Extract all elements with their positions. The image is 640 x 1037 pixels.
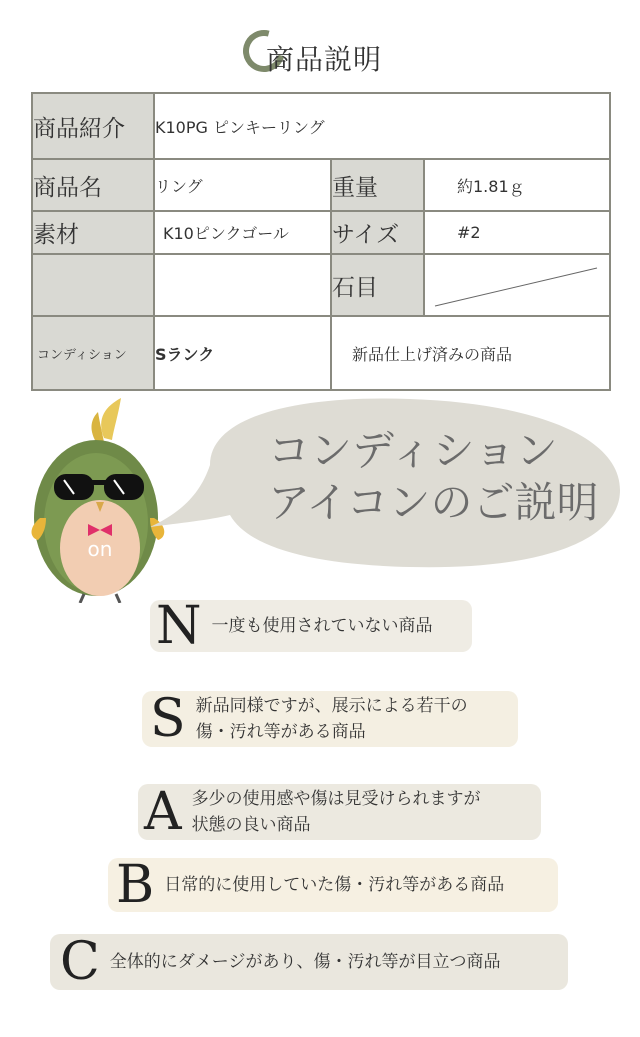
bubble-text (268, 425, 599, 529)
condition-item-s (142, 691, 518, 747)
bubble-line-1: コンディション (268, 426, 558, 475)
condition-item-n (150, 596, 472, 656)
condition-letter: B (116, 855, 155, 915)
condition-desc-line: 傷・汚れ等がある商品 (195, 722, 366, 742)
condition-item-a (138, 784, 541, 840)
table-row (32, 254, 610, 316)
page-title: 商品説明 (266, 43, 383, 76)
condition-note: 新品仕上げ済みの商品 (331, 316, 610, 390)
condition-desc-line: 多少の使用感や傷は見受けられますが (191, 789, 481, 809)
stone-label: 石目 (331, 254, 424, 316)
table-row (32, 93, 610, 159)
weight-value: 約1.81ｇ (424, 159, 610, 211)
empty-label (32, 254, 154, 316)
condition-desc-line: 一度も使用されていない商品 (211, 616, 433, 636)
material-label: 素材 (32, 211, 154, 254)
table-row (32, 159, 610, 211)
slash-line-icon (425, 256, 611, 314)
name-value: リング (154, 159, 331, 211)
condition-letter: A (144, 782, 182, 842)
intro-value: K10PG ピンキーリング (154, 93, 610, 159)
intro-label: 商品紹介 (32, 93, 154, 159)
size-label: サイズ (331, 211, 424, 254)
condition-item-b (108, 855, 558, 915)
condition-desc (110, 949, 501, 975)
condition-letter: N (156, 596, 202, 656)
material-value: K10ピンクゴール (154, 211, 331, 254)
page-title-area (0, 28, 640, 84)
empty-value (154, 254, 331, 316)
condition-desc (164, 872, 504, 898)
size-value: #2 (424, 211, 610, 254)
condition-desc-line: 全体的にダメージがあり、傷・汚れ等が目立つ商品 (109, 952, 501, 972)
condition-desc (192, 786, 481, 838)
condition-label: コンディション (32, 316, 154, 390)
weight-label: 重量 (331, 159, 424, 211)
stone-value (424, 254, 610, 316)
condition-letter: C (60, 932, 100, 992)
condition-desc-line: 状態の良い商品 (191, 815, 311, 835)
condition-desc (196, 693, 468, 745)
table-row (32, 211, 610, 254)
condition-desc-line: 新品同様ですが、展示による若干の (195, 696, 468, 716)
condition-rank: Sランク (154, 316, 331, 390)
condition-letter: S (150, 689, 186, 749)
stone-empty-slash (425, 256, 609, 314)
name-label: 商品名 (32, 159, 154, 211)
bubble-line-2: アイコンのご説明 (268, 478, 599, 527)
condition-desc-line: 日常的に使用していた傷・汚れ等がある商品 (164, 875, 505, 895)
table-row (32, 316, 610, 390)
spec-table (31, 92, 611, 391)
condition-item-c (50, 934, 568, 990)
mascot-badge-text: on (87, 537, 113, 561)
condition-desc (212, 613, 433, 639)
